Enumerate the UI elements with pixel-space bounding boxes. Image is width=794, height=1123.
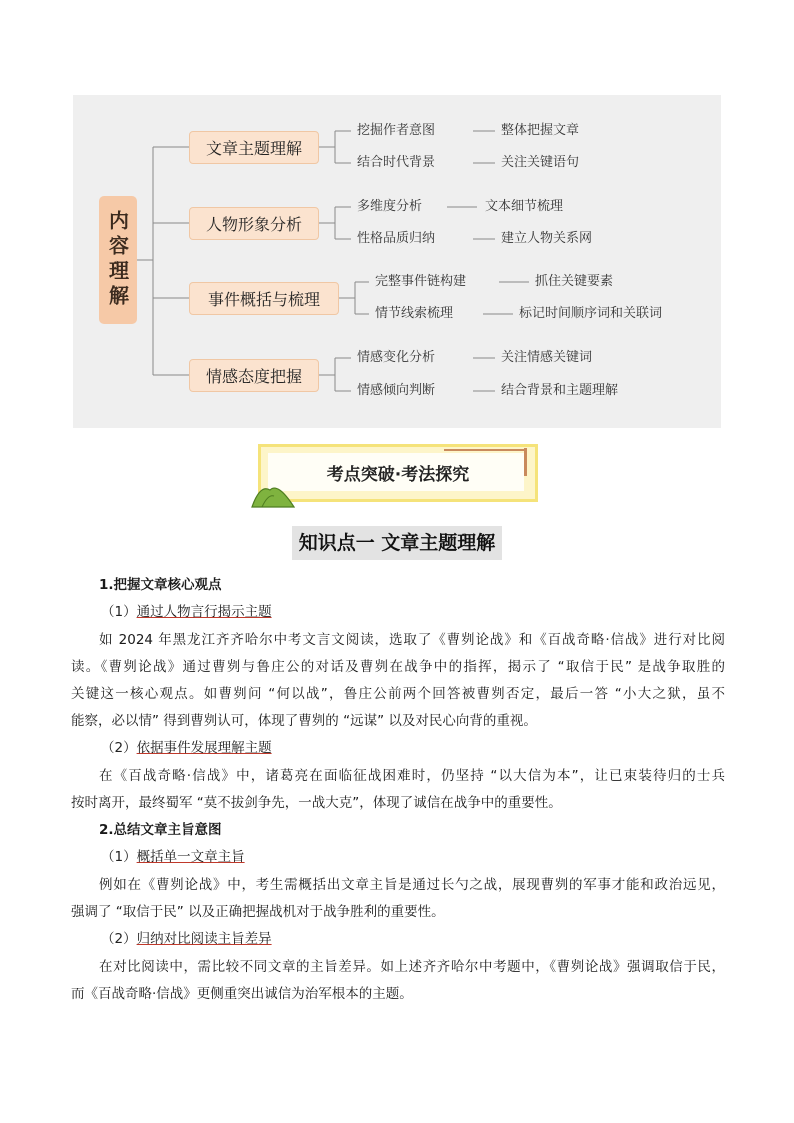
paragraph-line: 强调了 “取信于民” 以及正确把握战机对于战争胜利的重要性。 xyxy=(71,904,445,920)
branch-emotion xyxy=(189,359,319,392)
mindmap-root xyxy=(99,196,137,324)
paragraph-line: 而《百战奇略·信战》更侧重突出诚信为治军根本的主题。 xyxy=(71,986,413,1002)
branch-theme xyxy=(189,131,319,164)
subheading-2 xyxy=(101,739,272,757)
mindmap-leaf: 关注关键语句 xyxy=(501,155,580,170)
section-banner xyxy=(258,444,538,502)
subheading-title: 通过人物言行揭示主题 xyxy=(136,604,272,620)
paragraph-line: 按时离开，最终蜀军 “莫不拔剑争先，一战大克”，体现了诚信在战争中的重要性。 xyxy=(71,795,562,811)
hill-icon xyxy=(250,482,296,508)
mindmap-connectors xyxy=(73,95,721,428)
paragraph-line: 例如在《曹刿论战》中，考生需概括出文章主旨是通过长勺之战，展现曹刿的军事才能和政治远见， xyxy=(99,877,725,893)
subheading-title: 概括单一文章主旨 xyxy=(136,849,245,865)
mindmap-leaf: 多维度分析 xyxy=(357,199,423,214)
paragraph-line: 读。《曹刿论战》通过曹刿与鲁庄公的对话及曹刿在战争中的指挥，揭示了 “取信于民” 是战争取胜的 xyxy=(71,659,725,675)
mindmap-leaf: 文本细节梳理 xyxy=(485,199,564,214)
subheading-3 xyxy=(101,848,245,866)
mindmap-leaf: 关注情感关键词 xyxy=(501,350,593,365)
subheading-1 xyxy=(101,603,272,621)
branch-label: 事件概括与梳理 xyxy=(207,290,320,309)
mindmap-leaf: 标记时间顺序词和关联词 xyxy=(519,306,663,321)
content-understanding-mindmap xyxy=(73,95,721,428)
paragraph-line: 关键这一核心观点。如曹刿问 “何以战”，鲁庄公前两个回答被曹刿否定，最后一答 “小大之狱，虽不 xyxy=(71,686,725,702)
mindmap-leaf: 整体把握文章 xyxy=(501,123,580,138)
section-title: 知识点一 文章主题理解 xyxy=(292,526,502,560)
mindmap-leaf: 结合时代背景 xyxy=(357,155,436,170)
mindmap-leaf: 建立人物关系网 xyxy=(501,231,593,246)
paragraph-line: 在对比阅读中，需比较不同文章的主旨差异。如上述齐齐哈尔中考题中，《曹刿论战》强调取信于民， xyxy=(99,959,725,975)
mindmap-leaf: 抓住关键要素 xyxy=(535,274,614,289)
subheading-number: （2） xyxy=(101,931,137,947)
branch-event xyxy=(189,282,339,315)
mindmap-leaf: 性格品质归纳 xyxy=(357,231,436,246)
paragraph-line: 能察，必以情” 得到曹刿认可，体现了曹刿的 “远谋” 以及对民心向背的重视。 xyxy=(71,713,537,729)
mindmap-leaf: 结合背景和主题理解 xyxy=(501,383,619,398)
subheading-number: （2） xyxy=(101,740,137,756)
subheading-number: （1） xyxy=(101,849,137,865)
paragraph-line: 在《百战奇略·信战》中，诸葛亮在面临征战困难时，仍坚持 “以大信为本”，让已束装待归的士兵 xyxy=(99,768,725,784)
heading-1: 1.把握文章核心观点 xyxy=(99,577,222,593)
mindmap-leaf: 情感倾向判断 xyxy=(357,383,436,398)
mindmap-leaf: 情节线索梳理 xyxy=(375,306,454,321)
branch-character xyxy=(189,207,319,240)
branch-label: 人物形象分析 xyxy=(205,215,302,234)
banner-title: 考点突破·考法探究 xyxy=(326,465,470,485)
banner-accent-line xyxy=(444,449,526,451)
subheading-number: （1） xyxy=(101,604,137,620)
paragraph-line: 如 2024 年黑龙江齐齐哈尔中考文言文阅读，选取了《曹刿论战》和《百战奇略·信战》进行对比阅 xyxy=(99,632,725,648)
mindmap-leaf: 情感变化分析 xyxy=(357,350,436,365)
mindmap-leaf: 挖掘作者意图 xyxy=(357,123,436,138)
mindmap-root-label: 内容理解 xyxy=(105,210,130,310)
subheading-4 xyxy=(101,930,272,948)
mindmap-leaf: 完整事件链构建 xyxy=(375,274,467,289)
branch-label: 情感态度把握 xyxy=(205,367,302,386)
subheading-title: 依据事件发展理解主题 xyxy=(136,740,272,756)
branch-label: 文章主题理解 xyxy=(205,139,302,158)
heading-2: 2.总结文章主旨意图 xyxy=(99,822,222,838)
subheading-title: 归纳对比阅读主旨差异 xyxy=(136,931,272,947)
